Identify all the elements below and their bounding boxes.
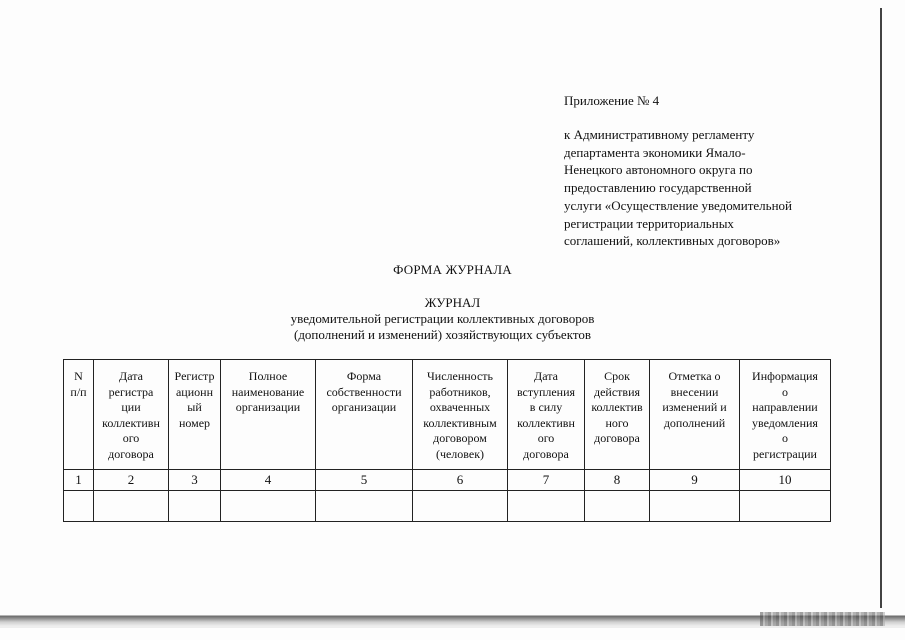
column-header bbox=[740, 360, 831, 470]
scan-edge-right bbox=[880, 8, 882, 608]
column-header-line: (человек) bbox=[435, 446, 485, 461]
column-header-line: Дата bbox=[534, 369, 558, 383]
table-cell bbox=[316, 491, 413, 522]
column-header-line: в силу bbox=[529, 400, 563, 414]
column-header-line: коллективн bbox=[102, 415, 160, 430]
column-number-cell: 3 bbox=[169, 470, 221, 491]
appendix-line: к Административному регламенту bbox=[564, 127, 755, 142]
column-header bbox=[64, 360, 94, 470]
column-header-line: коллектив bbox=[591, 400, 643, 414]
table-cell bbox=[585, 491, 650, 522]
table-cell bbox=[740, 491, 831, 522]
column-header-line: Полное bbox=[248, 369, 288, 383]
column-header-line: Дата bbox=[119, 369, 143, 383]
column-number-cell: 8 bbox=[585, 470, 650, 491]
column-header-line: коллективным bbox=[423, 415, 497, 430]
appendix-line: предоставлению государственной bbox=[564, 180, 752, 196]
column-header-line: номер bbox=[178, 415, 211, 430]
column-header bbox=[316, 360, 413, 470]
column-number-cell: 5 bbox=[316, 470, 413, 491]
column-header bbox=[508, 360, 585, 470]
column-header-line: регистрации bbox=[753, 446, 817, 461]
column-header-line: Срок bbox=[604, 369, 630, 383]
column-header-line: Отметка о bbox=[668, 369, 721, 383]
column-header-line: п/п bbox=[70, 384, 87, 399]
column-header bbox=[169, 360, 221, 470]
column-header-line: коллективн bbox=[517, 415, 575, 430]
column-number-cell: 1 bbox=[64, 470, 94, 491]
journal-table bbox=[63, 359, 831, 522]
column-header-line: о bbox=[782, 431, 788, 445]
column-number-cell: 4 bbox=[221, 470, 316, 491]
column-header-line: ного bbox=[605, 415, 629, 430]
column-header-line: наименование bbox=[231, 384, 305, 399]
column-header-line: Форма bbox=[346, 369, 382, 383]
column-header-line: ого bbox=[537, 431, 555, 445]
journal-subtitle-line: уведомительной регистрации коллективных договоров bbox=[290, 311, 595, 326]
journal-subtitle bbox=[0, 311, 885, 343]
table-cell bbox=[94, 491, 169, 522]
column-header-line: ого bbox=[122, 431, 140, 445]
column-number-cell: 7 bbox=[508, 470, 585, 491]
column-number-cell: 2 bbox=[94, 470, 169, 491]
appendix-line: регистрации территориальных bbox=[564, 215, 734, 231]
column-header-line: ационн bbox=[175, 384, 213, 399]
column-number-cell: 9 bbox=[650, 470, 740, 491]
column-header bbox=[94, 360, 169, 470]
column-header-line: собственности bbox=[326, 384, 402, 399]
journal-subtitle-line: (дополнений и изменений) хозяйствующих субъектов bbox=[293, 327, 591, 342]
column-header-line: охваченных bbox=[429, 400, 491, 414]
column-header-line: внесении bbox=[670, 384, 719, 399]
column-header-line: о bbox=[782, 384, 788, 399]
column-header-line: действия bbox=[593, 384, 641, 399]
appendix-line: департамента экономики Ямало- bbox=[564, 144, 746, 160]
table-cell bbox=[413, 491, 508, 522]
form-title: ФОРМА ЖУРНАЛА bbox=[393, 262, 512, 277]
column-header-line: договора bbox=[523, 446, 569, 461]
column-header-line: Информация bbox=[752, 369, 818, 383]
appendix-title: Приложение № 4 bbox=[564, 93, 660, 108]
appendix-line: соглашений, коллективных договоров» bbox=[564, 233, 781, 249]
column-header-line: договора bbox=[108, 446, 154, 461]
column-header bbox=[585, 360, 650, 470]
column-header bbox=[650, 360, 740, 470]
table-header-row bbox=[64, 360, 831, 470]
column-header-line: регистра bbox=[108, 384, 154, 399]
appendix-line: услуги «Осуществление уведомительной bbox=[564, 197, 792, 213]
table-cell bbox=[650, 491, 740, 522]
column-header-line: изменений и bbox=[662, 400, 727, 414]
column-header bbox=[413, 360, 508, 470]
scan-edge-bottom-noise bbox=[760, 612, 885, 626]
column-number-cell: 6 bbox=[413, 470, 508, 491]
table-cell bbox=[508, 491, 585, 522]
column-header-line: организации bbox=[235, 400, 301, 414]
column-header-line: договора bbox=[594, 431, 640, 445]
column-header-line: договором bbox=[433, 431, 487, 445]
column-header-line: ции bbox=[121, 400, 141, 414]
column-header-line: вступления bbox=[516, 384, 576, 399]
column-header-line: Регистр bbox=[174, 369, 215, 383]
column-header-line: дополнений bbox=[663, 415, 726, 430]
column-header-line: направлении bbox=[752, 400, 818, 414]
table-cell bbox=[221, 491, 316, 522]
table-cell bbox=[169, 491, 221, 522]
column-number-cell: 10 bbox=[740, 470, 831, 491]
column-header-line: уведомления bbox=[752, 415, 818, 430]
column-header bbox=[221, 360, 316, 470]
appendix-text bbox=[564, 126, 844, 250]
column-header-line: Численность bbox=[426, 369, 494, 383]
table-cell bbox=[64, 491, 94, 522]
column-header-line: N bbox=[74, 369, 83, 383]
appendix-line: Ненецкого автономного округа по bbox=[564, 162, 753, 178]
column-numbers-row bbox=[64, 470, 831, 491]
column-header-line: ый bbox=[187, 400, 202, 414]
table-row bbox=[64, 491, 831, 522]
column-header-line: организации bbox=[331, 400, 397, 414]
journal-title: ЖУРНАЛ bbox=[424, 295, 481, 310]
column-header-line: работников, bbox=[429, 384, 491, 399]
